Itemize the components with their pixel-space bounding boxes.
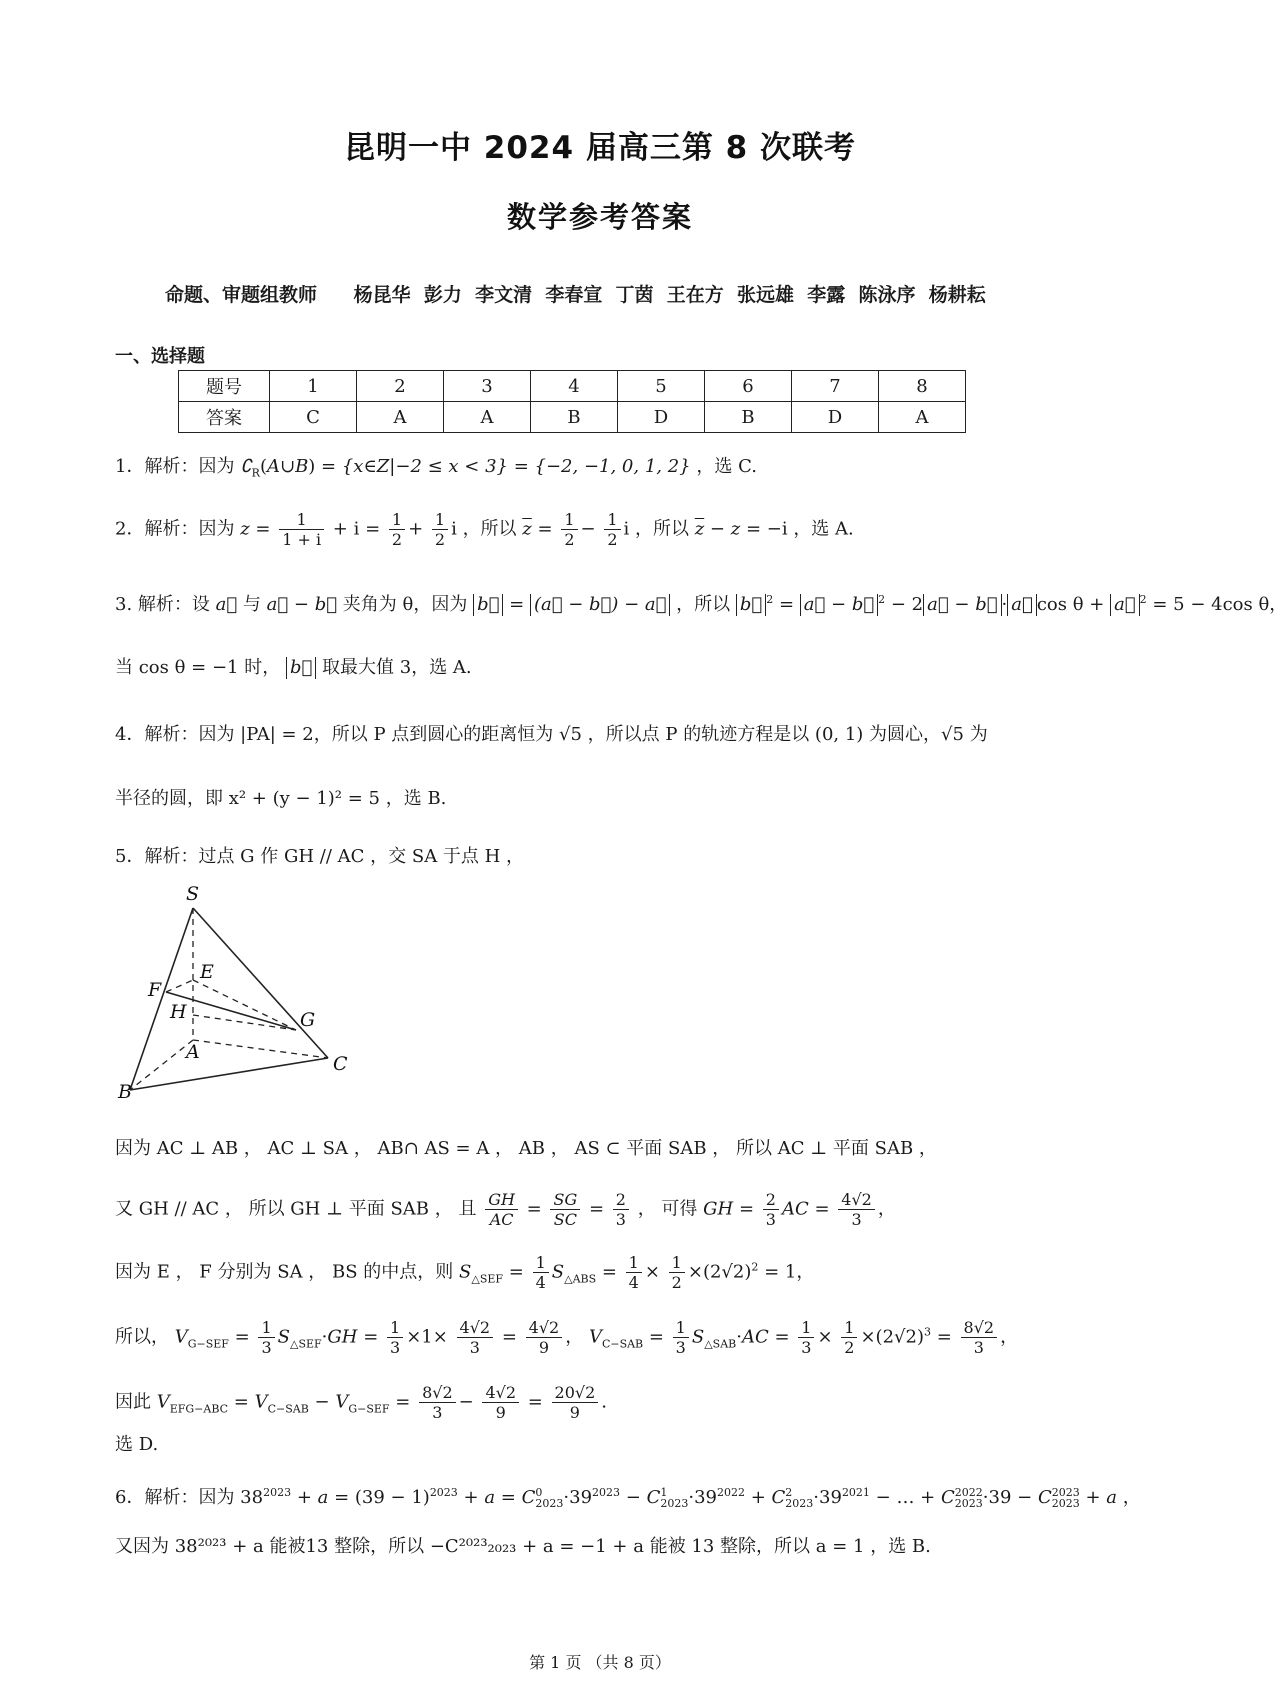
table-cell: B [531, 402, 618, 433]
solution-text: 当 cos θ = −1 时， [115, 657, 281, 678]
solution-5-choice: 选 D. [115, 1434, 159, 1455]
page-title: 昆明一中 2024 届高三第 8 次联考 [343, 130, 857, 166]
table-cell: B [705, 402, 792, 433]
solution-text: = 5 − 4cos θ， [1152, 594, 1287, 615]
segment-HG [193, 1015, 296, 1030]
label-B: B [118, 1081, 132, 1103]
segment-FE [166, 980, 193, 992]
solution-text: 1．解析：因为 [115, 456, 235, 477]
solution-5-line2: 又 GH // AC ， 所以 GH ⊥ 平面 SAB ， 且 $\frac{GH}{AC}$ = $\frac{SG}{SC}$ = $\frac{2}{3}$ ， 可得 GH = $\frac{2}{3}$ AC = $\frac{4√2}{3}$ ， [115, 1190, 896, 1230]
solution-5-intro: 5．解析：过点 G 作 GH // AC ，交 SA 于点 H ， [115, 846, 525, 867]
solution-5-line4: 所以， $V_{G-SEF}$ = $\frac{1}{3}$ $S_{\triangle SEF}\cdot GH$ = $\frac{1}{3}$ ×1× $\frac{4√2}{3}$ = $\frac{4√2}{9}$ ， $V_{C-SAB}$ = $\frac{1}{3}$ $S_{\triangle SAB}\cdot AC$ = $\frac{1}{3}$ × $\frac{1}{2}$ $\times(2√2)^3$ = $\frac{8√2}{3}$ ， [115, 1318, 1019, 1358]
table-cell: 5 [618, 371, 705, 402]
solution-4-line1: 4．解析：因为 |PA| = 2，所以 P 点到圆心的距离恒为 √5 ，所以点 P 的轨迹方程是以 (0, 1) 为圆心，√5 为 [115, 724, 988, 745]
solution-4-line2: 半径的圆，即 x² + (y − 1)² = 5 ，选 B. [115, 788, 447, 809]
table-cell: D [618, 402, 705, 433]
fraction: $\frac{1}{2}$ [561, 510, 577, 549]
solution-text: 所以， [115, 1326, 169, 1348]
solution-5-line5: 因此 $V_{EFG-ABC} = V_{C-SAB} - V_{G-SEF}$ = $\frac{8√2}{3}$ − $\frac{4√2}{9}$ = $\frac{20√2}{9}$ . [115, 1383, 607, 1423]
solution-text: ，选 C. [696, 456, 757, 477]
math-set: {x∈Z|−2 ≤ x < 3} = {−2, −1, 0, 1, 2} [341, 456, 691, 477]
label-A: A [186, 1041, 200, 1063]
solution-text: 6．解析：因为 [115, 1487, 235, 1508]
solution-3-line1: 3. 解析：设 a⃗ 与 a⃗ − b⃗ 夹角为 θ，因为 b⃗ = (a⃗ − b⃗) − a⃗ ，所以 b⃗ $^2$ = a⃗ − b⃗ $^2$ − 2 a⃗ − b⃗ · a⃗ cos θ + a⃗ $^2$ = 5 − 4cos θ， [115, 593, 1287, 615]
section-heading: 一、选择题 [115, 346, 205, 367]
authors-label: 命题、审题组教师 [165, 284, 318, 306]
solution-5-line1: 因为 AC ⊥ AB ， AC ⊥ SA ， AB∩ AS = A ， AB ， AS ⊂ 平面 SAB ， 所以 AC ⊥ 平面 SAB ， [115, 1138, 937, 1159]
table-cell: 2 [357, 371, 444, 402]
solution-text: 夹角为 θ，因为 [342, 594, 468, 615]
label-G: G [300, 1009, 316, 1031]
solution-text: 因此 [115, 1391, 151, 1413]
authors-names: 杨昆华 彭力 李文清 李春宣 丁茵 王在方 张远雄 李露 陈泳序 杨耕耘 [353, 284, 986, 306]
edge-SC [193, 908, 328, 1058]
table-cell: 4 [531, 371, 618, 402]
solution-6-line1: 6．解析：因为 $38^{2023} + a = (39 - 1)^{2023} + a = C$ 0 2023 $\cdot 39^{2023} - C$ 1 2023 $\cdot 39^{2022} + C$ 2 2023 $\cdot 39^{2021}$ − … + C 2022 2023 ·39 − C 2023 2023 + a ， [115, 1486, 1141, 1510]
math-expr: $∁_R(A\cup B)$ = [240, 456, 342, 480]
authors-line [165, 280, 986, 307]
table-cell: 8 [879, 371, 966, 402]
table-cell: C [270, 402, 357, 433]
solution-text: 2．解析：因为 [115, 518, 235, 540]
label-S: S [186, 883, 200, 905]
pyramid-figure [118, 880, 368, 1103]
solution-text: ，选 A. [793, 518, 854, 540]
fraction: $\frac{1}{2}$ [389, 510, 405, 549]
table-cell: D [792, 402, 879, 433]
edge-BC [130, 1058, 328, 1090]
solution-5-line3: 因为 E ， F 分别为 SA ， BS 的中点，则 $S_{\triangle SEF}$ = $\frac{1}{4}$ $S_{\triangle ABS}$ = $\frac{1}{4}$ × $\frac{1}{2}$ $\times(2√2)^2 = 1$， [115, 1253, 815, 1293]
label-C: C [333, 1053, 348, 1075]
solution-2: 2．解析：因为 z = $\frac{1}{1 + i}$ + i = $\frac{1}{2}$ + $\frac{1}{2}$ i ，所以 $\overline{z}$ = $\frac{1}{2}$ − $\frac{1}{2}$ i ，所以 $\overline{z} - z = -i$ ，选 A. [115, 510, 854, 550]
table-cell: 3 [444, 371, 531, 402]
page-subtitle: 数学参考答案 [506, 200, 693, 234]
row-label: 答案 [179, 402, 270, 433]
label-F: F [148, 979, 162, 1001]
solution-1 [115, 456, 757, 480]
table-cell: A [357, 402, 444, 433]
solution-text: 取最大值 3，选 A. [322, 657, 472, 678]
table-row [179, 371, 966, 402]
page-footer: 第 1 页 （共 8 页） [529, 1653, 671, 1672]
label-E: E [200, 961, 214, 983]
solution-text: ， 可得 [637, 1198, 698, 1220]
answer-table [178, 370, 966, 433]
solution-text: ，所以 [634, 518, 689, 540]
fraction: $\frac{1}{2}$ [604, 510, 620, 549]
table-row [179, 402, 966, 433]
solution-text: 又 GH // AC ， 所以 GH ⊥ 平面 SAB ， 且 [115, 1198, 477, 1220]
solution-6-line2: 又因为 38²⁰²³ + a 能被13 整除，所以 −C²⁰²³₂₀₂₃ + a = −1 + a 能被 13 整除，所以 a = 1 ，选 B. [115, 1536, 931, 1557]
edge-AC [193, 1040, 328, 1058]
table-cell: 6 [705, 371, 792, 402]
table-cell: A [879, 402, 966, 433]
solution-text: ，所以 [462, 518, 517, 540]
edge-SB [130, 908, 193, 1090]
label-H: H [170, 1001, 187, 1023]
solution-text: 因为 E ， F 分别为 SA ， BS 的中点，则 [115, 1261, 454, 1283]
table-cell: 7 [792, 371, 879, 402]
table-cell: A [444, 402, 531, 433]
solution-text: 3. 解析：设 [115, 594, 210, 615]
row-label: 题号 [179, 371, 270, 402]
solution-text: ，所以 [676, 594, 731, 615]
fraction: $\frac{1}{2}$ [432, 510, 448, 549]
fraction: $\frac{1}{1 + i}$ [279, 510, 324, 549]
solution-3-line2: 当 cos θ = −1 时， b⃗ 取最大值 3，选 A. [115, 657, 472, 678]
table-cell: 1 [270, 371, 357, 402]
solution-text: 与 [242, 594, 261, 615]
